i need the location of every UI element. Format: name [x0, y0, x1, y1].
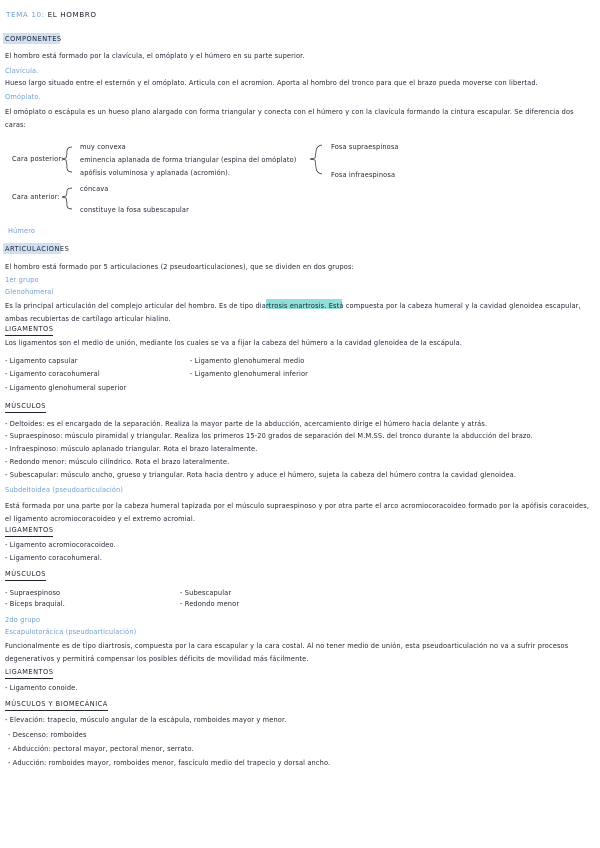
ligamentos-3-heading: LIGAMENTOS: [5, 668, 53, 679]
brace-anterior: [62, 188, 72, 209]
posterior-item: apófisis voluminosa y aplanada (acromión).: [80, 169, 231, 177]
musculo-2-item: - Redondo menor: [180, 600, 240, 608]
humero-label: Húmero: [8, 227, 36, 235]
omoplato-text: El omóplato o escápula es un hueso plano alargado con forma triangular y conecta con el húmero y con la clavícula formando la cintura escapular. Se diferencia dos caras:: [5, 108, 574, 129]
subdeltoidea-label: Subdeltoidea (pseudoarticulación): [5, 486, 124, 494]
anterior-item: cóncava: [80, 185, 109, 193]
anterior-item: constituye la fosa subescapular: [80, 206, 189, 214]
ligamento-item: - Ligamento glenohumeral inferior: [190, 370, 309, 378]
ligamentos-2-heading: LIGAMENTOS: [5, 526, 53, 537]
biomecanica-item: - Elevación: trapecio, músculo angular de la escápula, romboides mayor y menor.: [5, 716, 287, 724]
fosa-infraespinosa: Fosa infraespinosa: [331, 171, 396, 179]
musculo-item: - Infraespinoso: músculo aplanado triangular. Rota el brazo lateralmente.: [5, 445, 258, 453]
articulaciones-intro: El hombro está formado por 5 articulaciones (2 pseudoarticulaciones), que se dividen en dos grupos:: [5, 263, 354, 271]
biomecanica-item: - Descenso: romboides: [8, 731, 87, 739]
brace-posterior: [62, 147, 72, 172]
gleno-highlight-term: diartrosis enartrosis: [255, 302, 325, 310]
musculo-item: - Supraespinoso: músculo piramidal y triangular. Realiza los primeros 15-20 grados de separación del M.M.SS. del tronco durante la abducción del brazo.: [5, 432, 533, 440]
escapulotoracica-text: Funcionalmente es de tipo diartrosis, compuesta por la cara escapular y la cara costal. Al no tener medio de unión, esta pseudoarticulación no va a sufrir procesos degenerativos y permitirá compensar los posibles déficits de movilidad más fácilmente.: [5, 642, 569, 663]
ligamentos-intro: Los ligamentos son el medio de unión, mediante los cuales se va a fijar la cabeza del húmero a la cavidad glenoidea de la escápula.: [5, 339, 462, 347]
cara-anterior-label: Cara anterior:: [12, 193, 60, 201]
componentes-intro: El hombro está formado por la clavícula, el omóplato y el húmero en su parte superior.: [5, 52, 305, 60]
biomecanica-item: - Abducción: pectoral mayor, pectoral menor, serrato.: [8, 745, 194, 753]
title-prefix: TEMA 10:: [6, 10, 45, 19]
musculos-2-heading: MÚSCULOS: [5, 570, 46, 581]
musculos-heading: MÚSCULOS: [5, 402, 46, 413]
fosa-supraespinosa: Fosa supraespinosa: [331, 143, 399, 151]
ligamento-3-item: - Ligamento conoide.: [5, 684, 78, 692]
gleno-text-b: . Está compuesta por la cabeza humeral y la cavidad glenoidea escapular, ambas recubiertas de cartílago articular hialino.: [5, 302, 581, 323]
grupo-2-label: 2do grupo: [5, 616, 41, 624]
ligamento-item: - Ligamento glenohumeral superior: [5, 384, 127, 392]
biomecanica-item: - Aducción: romboides mayor, romboides menor, fascículo medio del trapecio y dorsal ancho.: [8, 759, 331, 767]
cara-posterior-label: Cara posterior:: [12, 155, 64, 163]
escapulotoracica-label: Escapulotorácica (pseudoarticulación): [5, 628, 137, 636]
biomecanica-heading: MÚSCULOS Y BIOMECÁNICA: [5, 700, 108, 711]
brace-fosas: [310, 145, 322, 174]
musculo-2-item: - Supraespinoso: [5, 589, 61, 597]
musculo-item: - Subescapular: músculo ancho, grueso y triangular. Rota hacia dentro y aduce el húmero, sujeta la cabeza del húmero contra la cavidad glenoidea.: [5, 471, 517, 479]
ligamento-item: - Ligamento capsular: [5, 357, 78, 365]
componentes-heading: COMPONENTES: [5, 35, 62, 43]
articulaciones-heading: ARTICULACIONES: [5, 245, 70, 253]
gleno-text-a: Es la principal articulación del complejo articular del hombro. Es de tipo: [5, 302, 254, 310]
musculo-2-item: - Bíceps braquial.: [5, 600, 66, 608]
ligamento-2-item: - Ligamento acromiocoracoideo.: [5, 541, 116, 549]
ligamento-item: - Ligamento glenohumeral medio: [190, 357, 305, 365]
ligamentos-heading: LIGAMENTOS: [5, 325, 53, 336]
glenohumeral-label: Glenohumeral: [5, 288, 54, 296]
posterior-item: eminencia aplanada de forma triangular (espina del omóplato): [80, 156, 297, 164]
ligamento-2-item: - Ligamento coracohumeral.: [5, 554, 103, 562]
omoplato-label: Omóplato.: [5, 93, 41, 101]
clavicula-text: Hueso largo situado entre el esternón y el omóplato. Articula con el acromion. Aporta al hombro del tronco para que el brazo pueda moverse con libertad.: [5, 79, 538, 87]
grupo-1-label: 1er grupo: [5, 276, 39, 284]
musculo-2-item: - Subescapular: [180, 589, 232, 597]
clavicula-label: Clavícula.: [5, 67, 39, 75]
ligamento-item: - Ligamento coracohumeral: [5, 370, 100, 378]
posterior-item: muy convexa: [80, 143, 126, 151]
subdeltoidea-text: Está formada por una parte por la cabeza humeral tapizada por el músculo supraespinoso y por otra parte el arco acromiocoracoideo formado por la apófisis coracoides, el ligamento acromiocoracoideo y el extremo acromial.: [5, 502, 590, 523]
musculo-item: - Deltoides: es el encargado de la separación. Realiza la mayor parte de la abducción, acercamiento dirige el húmero hacia delante y atrás.: [5, 420, 488, 428]
title-rest: EL HOMBRO: [44, 10, 97, 19]
musculo-item: - Redondo menor: músculo cilíndrico. Rota el brazo lateralmente.: [5, 458, 230, 466]
glenohumeral-text: [5, 300, 595, 326]
